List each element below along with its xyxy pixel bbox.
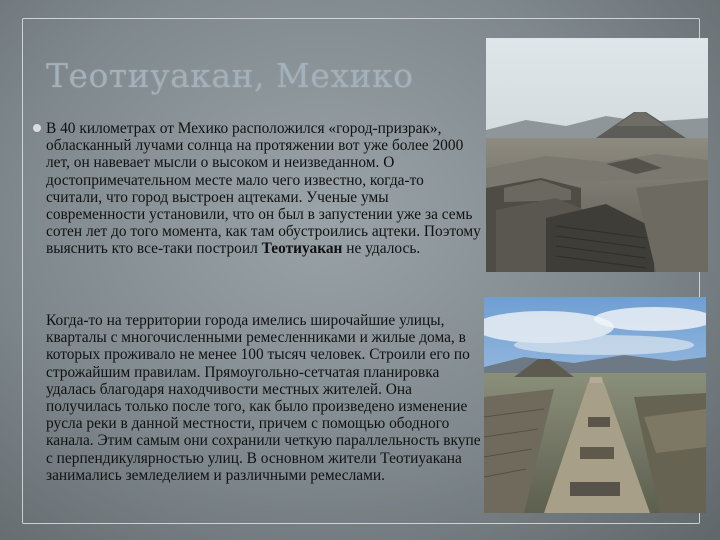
- pyramid-photo-top: [486, 38, 708, 272]
- slide-title: Теотиуакан, Мехико: [46, 56, 414, 95]
- bullet-icon: [33, 124, 41, 132]
- paragraph-1-text: В 40 километрах от Мехико расположился «город-призрак», обласканный лучами солнца на протяжении вот уже более 2000 лет, он навевает мысли о высоком и неизведанном. О достопримечательном месте мало чего известно, когда-то считали, что город выстроен ацтеками. Ученые умы современности установили, что он был в запустении уже за семь сотен лет до того момента, как там обустроились ацтеки. Поэтому выяснить кто все-таки построил: [46, 120, 481, 258]
- paragraph-1-bold: Теотиуакан: [261, 240, 343, 258]
- avenue-photo-bottom: [484, 297, 706, 513]
- paragraph-1: [46, 120, 482, 258]
- paragraph-1-end: не удалось.: [342, 240, 421, 258]
- paragraph-2: Когда-то на территории города имелись широчайшие улицы, кварталы с многочисленными ремесленниками и жилые дома, в которых проживало не менее 100 тысяч человек. Строили его по строжайшим правилам. Прямоугольно-сетчатая планировка удалась благодаря находчивости местных жителей. Она получилась только после того, как было произведено изменение русла реки в данной местности, причем с помощью ободного канала. Этим самым они сохранили четкую параллельность вкупе с перпендикулярностью улиц. В основном жители Теотиуакана занимались земледелием и различными ремеслами.: [46, 312, 481, 484]
